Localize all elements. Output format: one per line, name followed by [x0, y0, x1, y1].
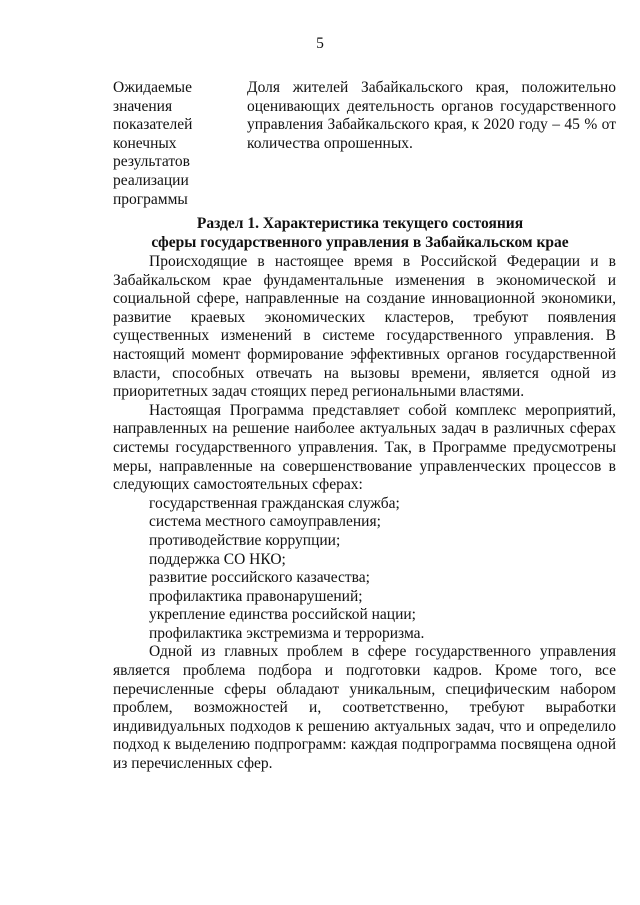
paragraph-line: перечисленные сферы обладают уникальным, специфическим набором — [113, 680, 616, 698]
paragraph-line: из перечисленных сфер. — [113, 755, 273, 773]
paragraph-line: подход к выделению подпрограмм: каждая подпрограмма посвящена одной — [113, 736, 616, 754]
list-item: профилактика правонарушений; — [149, 587, 363, 605]
paragraph-line: приоритетных задач стоящих перед региональными властями. — [113, 383, 525, 401]
value-line: оценивающих деятельность органов государственного — [247, 97, 616, 115]
paragraph-line: индивидуальных подходов к решению актуальных задач, что и определило — [113, 717, 616, 735]
value-line: количества опрошенных. — [247, 134, 413, 152]
paragraph-line: власти, способных отвечать на вызовы времени, является одной из — [113, 364, 616, 382]
paragraph-line: меры, направленные на совершенствование управленческих процессов в — [113, 457, 616, 475]
paragraph-3 — [113, 643, 616, 773]
section-heading — [100, 215, 620, 252]
paragraph-line: развитие краевых экономических кластеров, требуют появления — [113, 308, 616, 326]
paragraph-2 — [113, 402, 616, 495]
value-line: управления Забайкальского края, к 2020 году – 45 % от — [247, 116, 616, 134]
list-item: государственная гражданская служба; — [149, 494, 400, 512]
section-title-line: сферы государственного управления в Забайкальском крае — [151, 233, 569, 251]
label-line: показателей — [113, 116, 193, 134]
spheres-list — [113, 495, 616, 644]
paragraph-line: Одной из главных проблем в сфере государственного управления — [149, 643, 616, 661]
label-line: значения — [113, 97, 173, 115]
list-item: профилактика экстремизма и терроризма. — [149, 624, 425, 642]
page-number: 5 — [316, 35, 324, 52]
label-line: Ожидаемые — [113, 79, 192, 96]
expected-results-label — [113, 79, 223, 209]
label-line: реализации — [113, 171, 189, 189]
list-item: система местного самоуправления; — [149, 513, 381, 531]
paragraph-line: направленных на решение наиболее актуальных задач в различных сферах — [113, 420, 616, 438]
list-item: противодействие коррупции; — [149, 531, 341, 549]
paragraph-line: Настоящая Программа представляет собой комплекс мероприятий, — [149, 401, 616, 419]
paragraph-line: Происходящие в настоящее время в Российской Федерации и в — [149, 253, 616, 270]
paragraph-line: настоящий момент формирование эффективных органов государственной — [113, 345, 616, 363]
section-title-line: Раздел 1. Характеристика текущего состояния — [196, 215, 524, 232]
paragraph-line: следующих самостоятельных сферах: — [113, 476, 363, 494]
list-item: развитие российского казачества; — [149, 569, 370, 587]
paragraph-1 — [113, 253, 616, 402]
paragraph-line: является проблема подбора и подготовки кадров. Кроме того, все — [113, 662, 616, 680]
label-line: программы — [113, 190, 188, 208]
value-line: Доля жителей Забайкальского края, положительно — [247, 79, 616, 96]
section-body — [113, 253, 616, 774]
paragraph-line: существенных изменений в системе государственного управления. В — [113, 327, 616, 345]
label-line: результатов — [113, 153, 190, 171]
expected-results-value — [247, 79, 616, 153]
label-line: конечных — [113, 134, 177, 152]
paragraph-line: проблем, возможностей и, соответственно, требуют выработки — [113, 699, 616, 717]
list-item: поддержка СО НКО; — [149, 550, 286, 568]
list-item: укрепление единства российской нации; — [149, 606, 416, 624]
paragraph-line: Забайкальском крае фундаментальные изменения в экономической и — [113, 271, 616, 289]
paragraph-line: социальной сфере, направленные на создание инновационной экономики, — [113, 290, 616, 308]
paragraph-line: системы государственного управления. Так, в Программе предусмотрены — [113, 438, 616, 456]
